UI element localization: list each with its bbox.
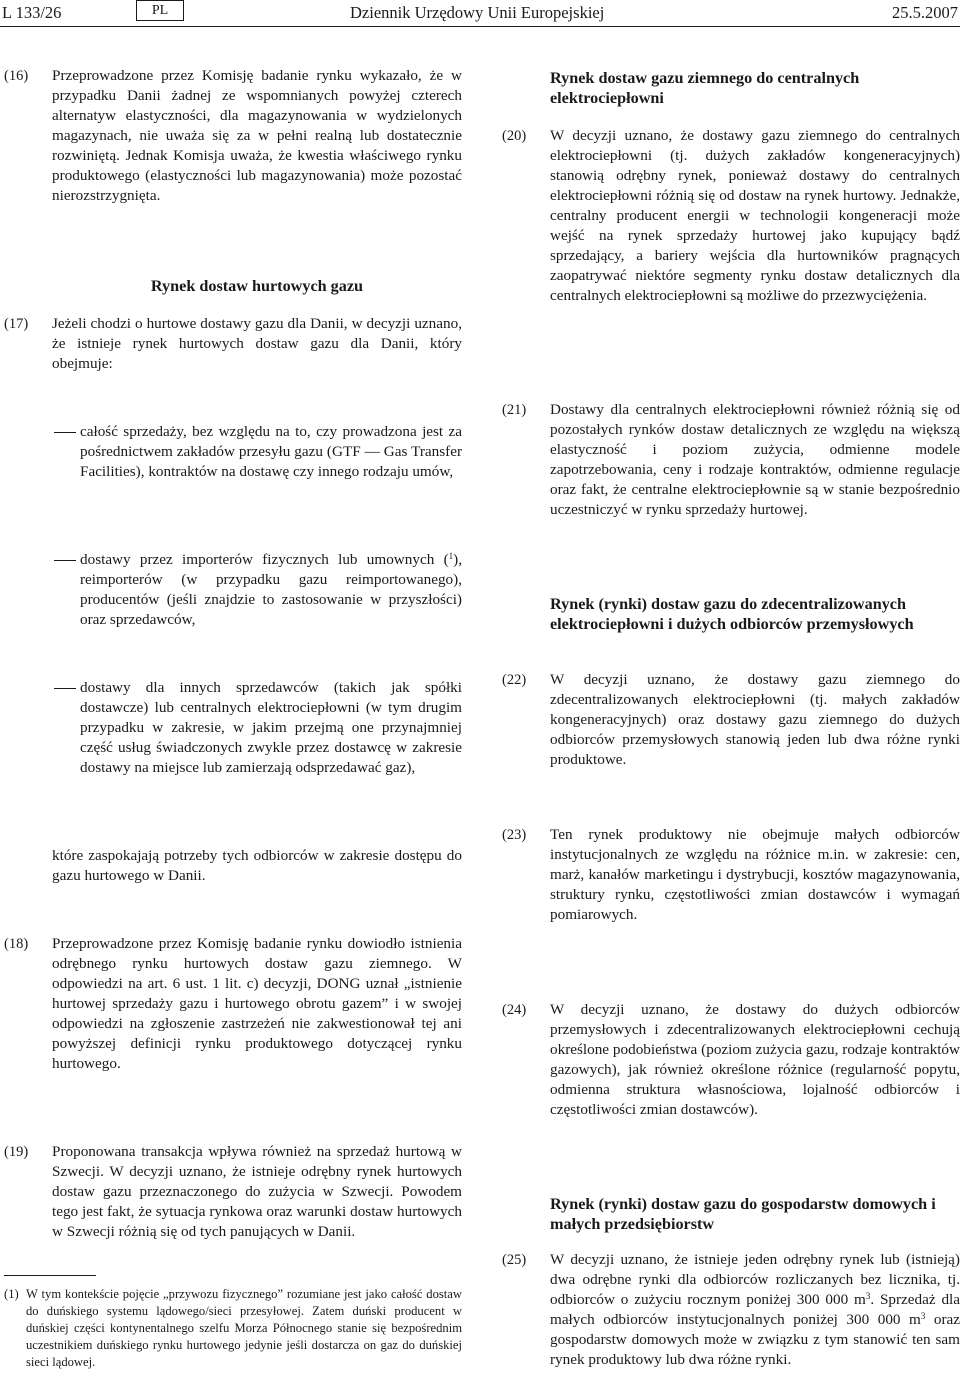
paragraph-text: Proponowana transakcja wpływa również na sprzedaż hurtową w Szwecji. W decyzji uznano, że istnieje odrębny rynek hurtowych dostaw gazu przeznaczonego do zużycia w Szwecji. Powodem tego jest fakt, że sytuacja rynkowa oraz warunki dostaw hurtowych w Szwecji różnią się od tych panujących w Danii. <box>52 1143 462 1240</box>
footnote-reference: 1 <box>448 551 454 561</box>
page-header <box>0 0 960 26</box>
footnote-marker: (1) <box>4 1287 19 1301</box>
dash-item-text-part: dostawy przez importerów fizycznych lub umownych ( <box>80 551 449 568</box>
paragraph-number: (22) <box>502 672 527 688</box>
paragraph-number: (24) <box>502 1002 527 1018</box>
paragraph-number: (21) <box>502 402 527 418</box>
paragraph-text: Jeżeli chodzi o hurtowe dostawy gazu dla Danii, w decyzji uznano, że istnieje rynek hurtowych dostaw gazu dla Danii, który obejmuje: <box>52 315 462 372</box>
paragraph-number: (23) <box>502 827 527 843</box>
paragraph-20 <box>502 126 960 306</box>
footnote-text: W tym kontekście pojęcie „przywozu fizycznego” rozumiane jest jako całość dostaw do duńskiego systemu lądowego/sieci przesyłowej. Zatem duński producent w duńskiej części kontynentalnego szelfu Morza Północnego stanie się bezpośrednim uczestnikiem duńskiego rynku hurtowego jedynie jeśli dostarcza on gaz do duńskiej sieci lądowej. <box>26 1287 462 1369</box>
superscript: 3 <box>920 1311 926 1321</box>
paragraph-text: W decyzji uznano, że dostawy gazu ziemnego do centralnych elektrociepłowni (tj. dużych zakładów kongeneracyjnych) stanowią odrębny rynek, ponieważ dostawy do centralnych elektrociepłowni różnią się od dostaw na rynek hurtowy. Jednakże, centralny producent energii w technologii kongeneracji może wejść na rynek sprzedaży hurtowej jako kupujący bądź sprzedający, a bariery wejścia dla hurtowników pragnących zaopatrywać niektóre segmenty rynku dostaw detalicznych dla centralnych elektrociepłowni są możliwe do przezwyciężenia. <box>550 127 960 304</box>
paragraph-number: (17) <box>4 316 29 332</box>
section-heading-wholesale: Rynek dostaw hurtowych gazu <box>150 277 364 295</box>
paragraph-17 <box>4 314 462 374</box>
header-rule <box>0 26 960 27</box>
paragraph-18 <box>4 934 462 1074</box>
paragraph-number: (18) <box>4 936 29 952</box>
dash-item-text <box>80 550 462 630</box>
superscript: 3 <box>865 1291 871 1301</box>
dash-item-3 <box>52 678 462 778</box>
paragraph-text-part: oraz gospodarstw domowych może w związku z tym stanowić ten sam rynek produktowy lub dwa różne rynki. <box>550 1311 960 1368</box>
dash-item-text: dostawy dla innych sprzedawców (takich jak spółki dostawcze) lub centralnych elektrociepłowni (w tym drugim przypadku w zakresie, w jakim przejmą one przynajmniej część usług świadczonych zwykle przez dostawcę w zakresie dostawy na miejsce lub zamierzają odsprzedawać gaz), <box>80 679 462 776</box>
page-reference: L 133/26 <box>2 3 62 22</box>
footnote-rule <box>4 1275 96 1276</box>
paragraph-text: Przeprowadzone przez Komisję badanie rynku dowiodło istnienia odrębnego rynku hurtowych dostaw gazu ziemnego. W odpowiedzi na art. 6 ust. 1 lit. c) decyzji, DONG uznał „istnienie hurtowej sprzedaży gazu i hurtowego obrotu gazem” i w swojej odpowiedzi na zgłoszenie zastrzeżeń nie zakwestionował tej ani powyższej definicji rynku produktowego dotyczącej rynku hurtowego. <box>52 935 462 1072</box>
paragraph-text <box>550 1250 960 1370</box>
paragraph-text: W decyzji uznano, że dostawy gazu ziemnego do zdecentralizowanych elektrociepłowni (tj. małych zakładów kongeneracyjnych) oraz dostawy gazu ziemnego do dużych odbiorców przemysłowych stanowią jeden lub dwa różne rynki produktowe. <box>550 671 960 768</box>
paragraph-25 <box>502 1250 960 1370</box>
paragraph-23 <box>502 825 960 925</box>
dash-item-1 <box>52 422 462 482</box>
paragraph-22 <box>502 670 960 770</box>
dash-item-text-part: ), reimporterów (w przypadku gazu reimportowanego), producentów (jeśli znajdzie to zastosowanie w przyszłości) oraz sprzedawców, <box>80 551 462 628</box>
paragraph-number: (19) <box>4 1144 29 1160</box>
publication-date: 25.5.2007 <box>892 3 958 22</box>
paragraph-number: (25) <box>502 1252 527 1268</box>
dash-item-2 <box>52 550 462 630</box>
paragraph-number: (16) <box>4 68 29 84</box>
paragraph-16 <box>4 66 462 206</box>
continuation-text: które zaspokajają potrzeby tych odbiorców w zakresie dostępu do gazu hurtowego w Danii. <box>52 847 462 884</box>
footnote <box>4 1286 462 1371</box>
paragraph-number: (20) <box>502 128 527 144</box>
paragraph-text: Przeprowadzone przez Komisję badanie rynku wykazało, że w przypadku Danii żadnej ze wspomnianych powyżej czterech alternatyw elastyczności, dla magazynowania w wydzielonych magazynach, nie uważa się za w pełni realną lub dostatecznie rozwiniętą. Jednak Komisja uważa, że kwestia właściwego rynku produktowego (elastyczności lub magazynowania) może pozostać nierozstrzygnięta. <box>52 67 462 204</box>
section-heading-chp: Rynek dostaw gazu ziemnego do centralnych elektrociepłowni <box>550 69 860 107</box>
section-heading-households: Rynek (rynki) dostaw gazu do gospodarstw domowych i małych przedsiębiorstw <box>550 1195 936 1233</box>
paragraph-21 <box>502 400 960 520</box>
dash-item-text: całość sprzedaży, bez względu na to, czy prowadzona jest za pośrednictwem zakładów przesyłu gazu (GTF — Gas Transfer Facilities), kontraktów na dostawę czy innego rodzaju umów, <box>80 423 462 480</box>
language-badge: PL <box>136 0 184 21</box>
journal-title: Dziennik Urzędowy Unii Europejskiej <box>350 3 605 22</box>
paragraph-text-part: . Sprzedaż dla małych odbiorców instytucjonalnych poniżej 300 000 m <box>550 1291 960 1328</box>
paragraph-text-part: W decyzji uznano, że istnieje jeden odrębny rynek lub (istnieją) dwa odrębne rynki dla odbiorców rozliczanych bez licznika, tj. odbiorców o zużyciu rocznym poniżej 300 000 m <box>550 1251 960 1308</box>
paragraph-19 <box>4 1142 462 1242</box>
paragraph-text: Dostawy dla centralnych elektrociepłowni również różnią się od pozostałych rynków dostaw detalicznych ze względu na większą elastyczność i poziom zużycia, odmienne modele zapotrzebowania, ceny i rodzaje kontraktów, odmienne regulacje oraz fakt, że centralne elektrociepłownie są w stanie bezpośrednio uczestniczyć w rynku sprzedaży hurtowej. <box>550 401 960 518</box>
paragraph-text: W decyzji uznano, że dostawy do dużych odbiorców przemysłowych i zdecentralizowanych elektrociepłowni cechują określone podobieństwa (poziom zużycia gazu, rodzaje kontraktów gazowych), jak również określone różnice (regularność popytu, odmienna struktura własnościowa, lojalność odbiorców i częstotliwości zmian dostawców). <box>550 1001 960 1118</box>
paragraph-text: Ten rynek produktowy nie obejmuje małych odbiorców instytucjonalnych ze względu na różnice m.in. w zakresie: cen, marż, kanałów marketingu i dystrybucji, kosztów magazynowania, struktury rynku, częstotliwości zmian dostawców i wymagań pomiarowych. <box>550 826 960 923</box>
section-heading-decentralised: Rynek (rynki) dostaw gazu do zdecentralizowanych elektrociepłowni i dużych odbiorców przemysłowych <box>550 595 914 633</box>
paragraph-24 <box>502 1000 960 1120</box>
